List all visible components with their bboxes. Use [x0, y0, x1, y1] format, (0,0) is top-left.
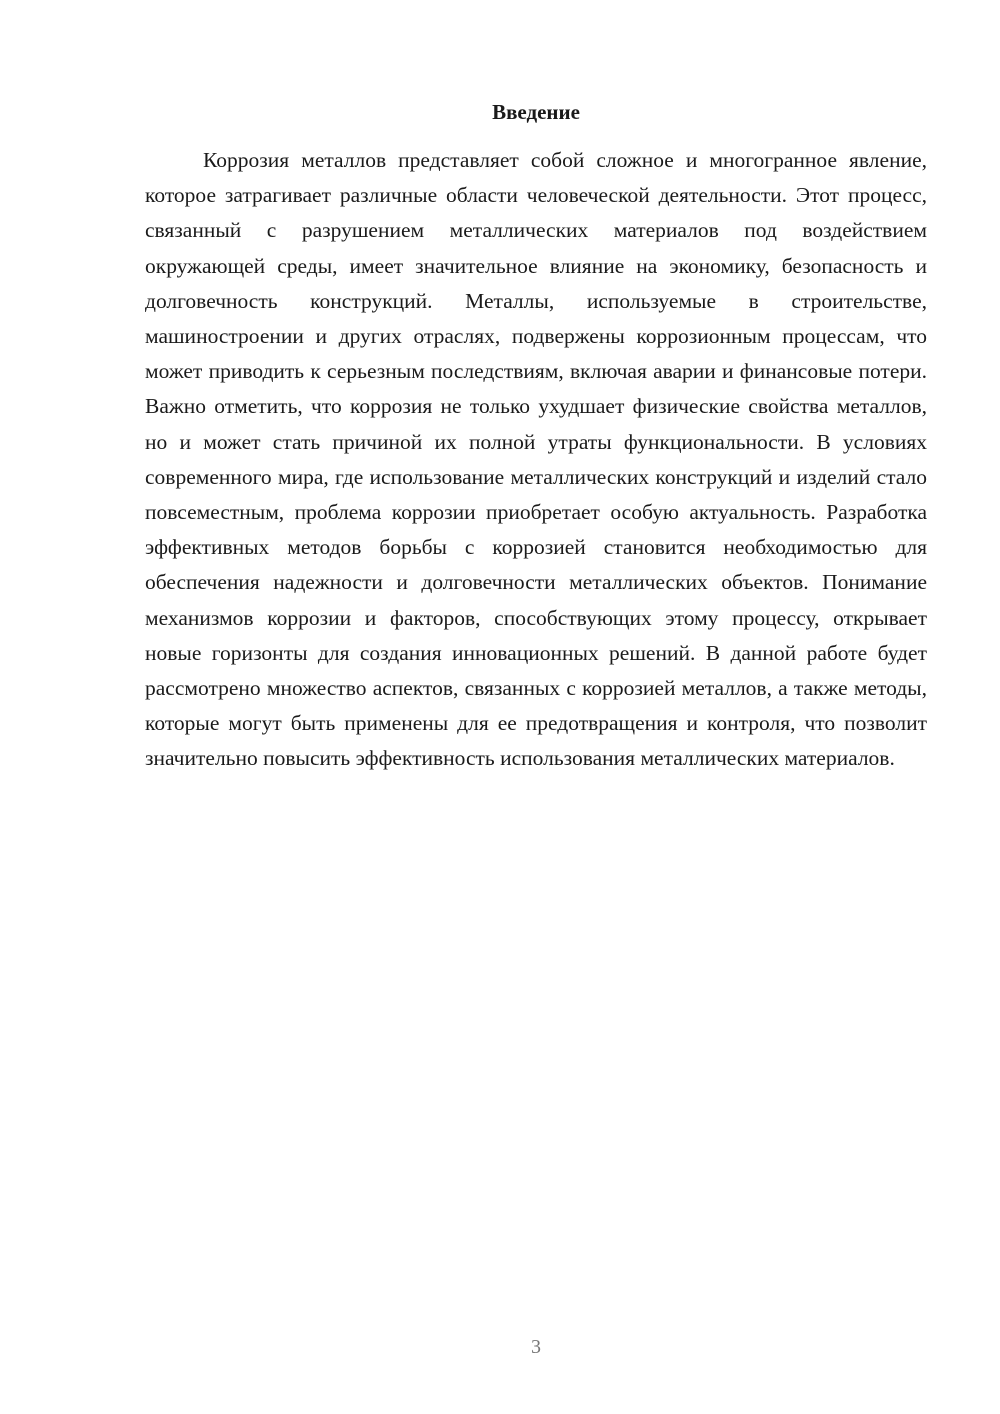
page-number: 3 [531, 1336, 541, 1358]
introduction-paragraph: Коррозия металлов представляет собой сложное и многогранное явление, которое затрагивает различные области человеческой деятельности. Этот процесс, связанный с разрушением металлических материалов под воздействием окружающей среды, имеет значительное влияние на экономику, безопасность и долговечность конструкций. Металлы, используемые в строительстве, машиностроении и других отраслях, подвержены коррозионным процессам, что может приводить к серьезным последствиям, включая аварии и финансовые потери. Важно отметить, что коррозия не только ухудшает физические свойства металлов, но и может стать причиной их полной утраты функциональности. В условиях современного мира, где использование металлических конструкций и изделий стало повсеместным, проблема коррозии приобретает особую актуальность. Разработка эффективных методов борьбы с коррозией становится необходимостью для обеспечения надежности и долговечности металлических объектов. Понимание механизмов коррозии и факторов, способствующих этому процессу, открывает новые горизонты для создания инновационных решений. В данной работе будет рассмотрено множество аспектов, связанных с коррозией металлов, а также методы, которые могут быть применены для ее предотвращения и контроля, что позволит значительно повысить эффективность использования металлических материалов. [145, 148, 927, 771]
section-heading: Введение [492, 100, 580, 124]
